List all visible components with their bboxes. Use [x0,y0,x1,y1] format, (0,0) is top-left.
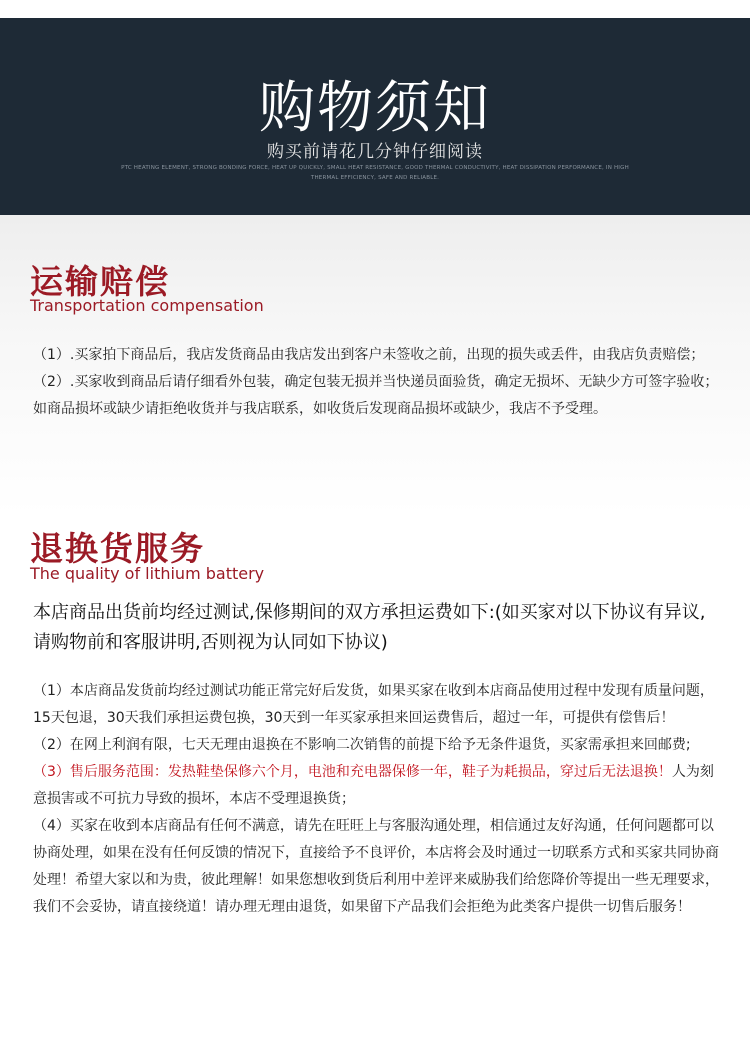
banner-title: 购物须知 [259,76,491,141]
transport-item-2: （2）.买家收到商品后请仔细看外包装，确定包装无损并当快递员面验货，确定无损坏、无缺少方可签字验收；如商品损坏或缺少请拒绝收货并与我店联系，如收货后发现商品损坏或缺少，我店不予受理。 [33,374,719,417]
header-banner [0,18,750,215]
returns-item-1: （1）本店商品发货前均经过测试功能正常完好后发货，如果买家在收到本店商品使用过程中发现有质量问题，15天包退，30天我们承担运费包换，30天到一年买家承担来回运费售后，超过一年，可提供有偿售后！ [33,683,714,726]
returns-terms [33,678,723,921]
transport-terms [33,342,723,423]
returns-item-4: （4）买家在收到本店商品有任何不满意，请先在旺旺上与客服沟通处理，相信通过友好沟通，任何问题都可以协商处理，如果在没有任何反馈的情况下，直接给予不良评价，本店将会及时通过一切联系方式和买家共同协商处理！希望大家以和为贵，彼此理解！如果您想收到货后利用中差评来威胁我们给您降价等提出一些无理要求，我们不会妥协，请直接绕道！请办理无理由退货，如果留下产品我们会拒绝为此类客户提供一切售后服务！ [33,818,719,915]
banner-fine-print: PTC HEATING ELEMENT, STRONG BONDING FORCE, HEAT UP QUICKLY, SMALL HEAT RESISTANCE, GOOD THERMAL CONDUCTIVITY, HEAT DISSIPATION PERFORMANCE, IN HIGH THERMAL EFFICIENCY, SAFE AND RELIABLE. [121,165,629,181]
returns-section-title: 退换货服务 [30,529,205,568]
returns-item-3-warning: （3）售后服务范围：发热鞋垫保修六个月，电池和充电器保修一年，鞋子为耗损品，穿过后无法退换！ [33,764,672,780]
banner-subtitle: 购买前请花几分钟仔细阅读 [267,142,483,162]
content-area [0,215,750,1044]
returns-item-3 [33,759,723,813]
returns-item-2: （2）在网上利润有限，七天无理由退换在不影响二次销售的前提下给予无条件退货，买家需承担来回邮费; [33,737,691,753]
returns-item-3-rest: 人为刻意损害或不可抗力导致的损坏，本店不受理退换货； [33,764,714,807]
transport-item-1: （1）.买家拍下商品后，我店发货商品由我店发出到客户未签收之前，出现的损失或丢件，由我店负责赔偿； [33,347,705,363]
transport-section-title: 运输赔偿 [30,262,170,301]
top-spacer [0,0,750,18]
returns-section-subtitle: The quality of lithium battery [30,564,265,583]
returns-lead-text: 本店商品出货前均经过测试,保修期间的双方承担运费如下:(如买家对以下协议有异议,请购物前和客服讲明,否则视为认同如下协议) [33,602,706,653]
transport-section-subtitle: Transportation compensation [30,296,264,315]
